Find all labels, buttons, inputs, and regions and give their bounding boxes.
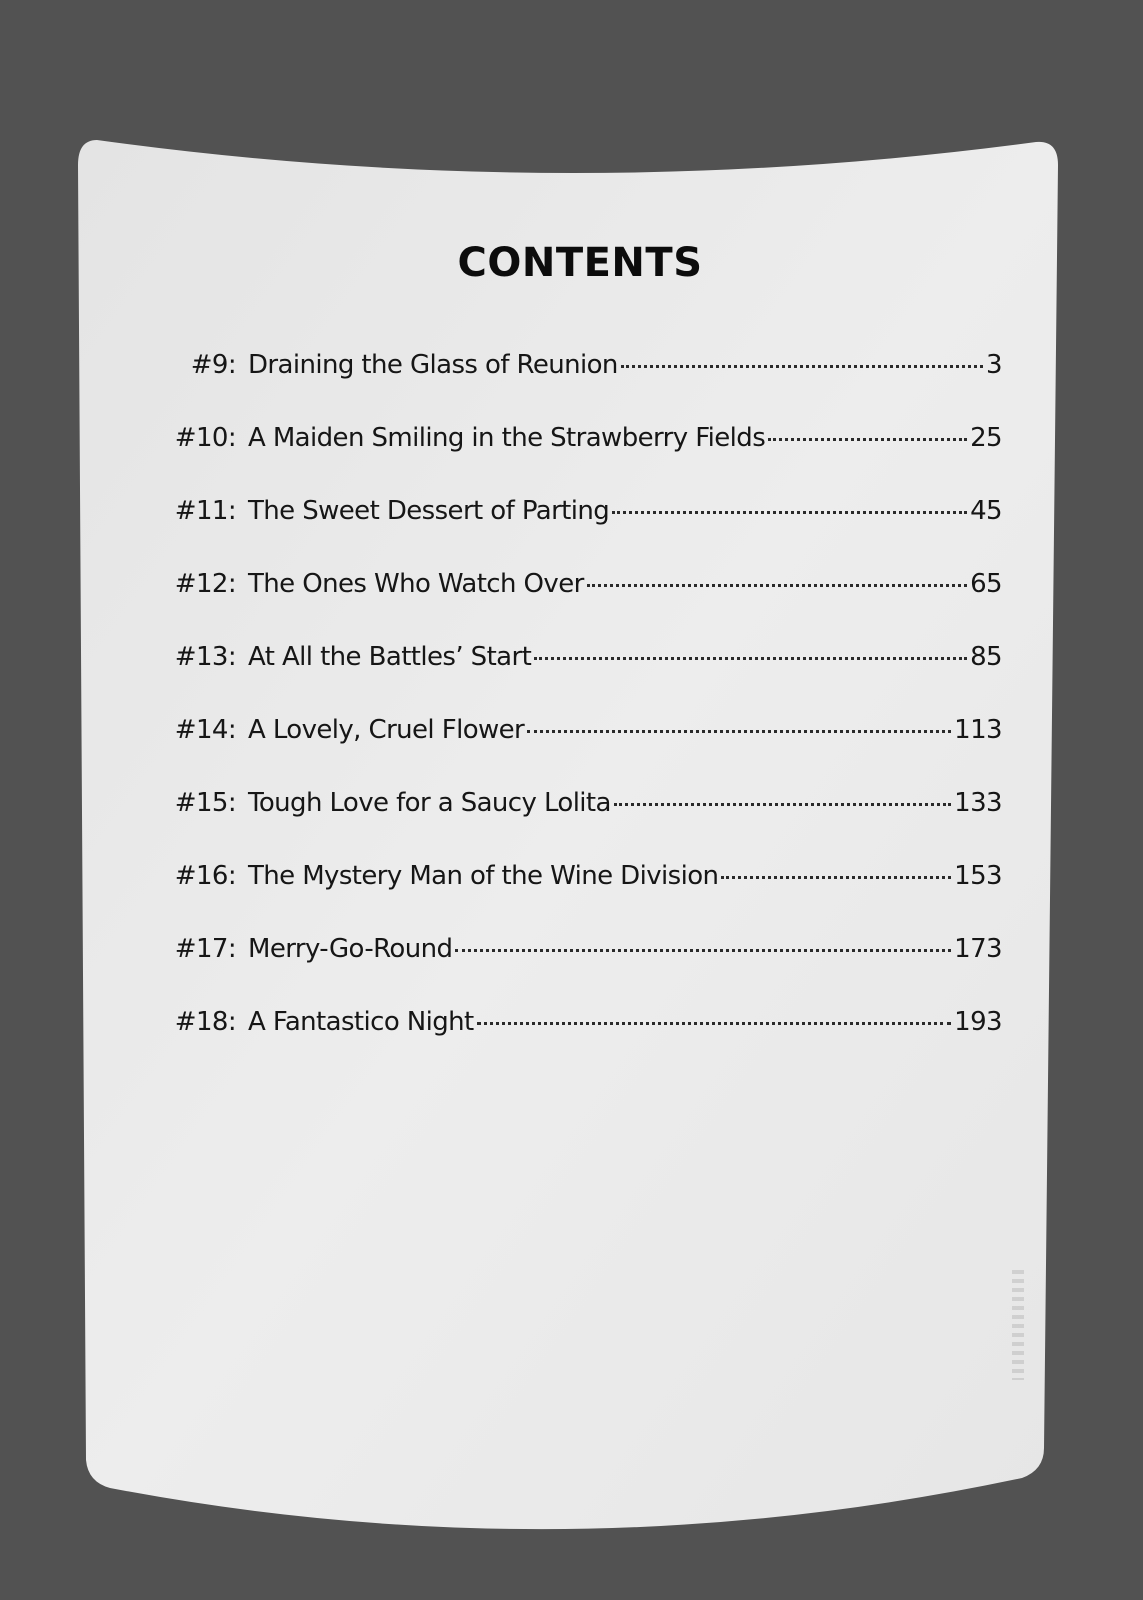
chapter-number: #10: — [174, 423, 236, 453]
chapter-title: A Maiden Smiling in the Strawberry Fields — [248, 423, 766, 453]
dot-leader — [477, 1022, 952, 1025]
page-number: 85 — [970, 642, 1002, 672]
dot-leader — [621, 365, 983, 368]
toc-entry — [170, 715, 1002, 788]
chapter-title: The Mystery Man of the Wine Division — [248, 861, 719, 891]
dot-leader — [612, 511, 967, 514]
page-number: 113 — [954, 715, 1002, 745]
chapter-number: #9: — [190, 350, 236, 380]
chapter-number: #13: — [174, 642, 236, 672]
chapter-title: A Fantastico Night — [248, 1007, 474, 1037]
toc-entry — [170, 788, 1002, 861]
chapter-title: Merry-Go-Round — [248, 934, 453, 964]
chapter-title: The Ones Who Watch Over — [248, 569, 584, 599]
page-title: CONTENTS — [457, 240, 703, 286]
dot-leader — [614, 803, 951, 806]
chapter-title: At All the Battles’ Start — [248, 642, 532, 672]
dot-leader — [534, 657, 967, 660]
chapter-title: Draining the Glass of Reunion — [248, 350, 618, 380]
page-number: 193 — [954, 1007, 1002, 1037]
page-number: 45 — [970, 496, 1002, 526]
toc-entry — [170, 934, 1002, 1007]
dot-leader — [768, 438, 967, 441]
chapter-number: #17: — [174, 934, 236, 964]
margin-watermark — [1012, 1270, 1024, 1380]
table-of-contents — [170, 350, 1002, 1080]
page-number: 173 — [954, 934, 1002, 964]
toc-entry — [170, 861, 1002, 934]
dot-leader — [587, 584, 967, 587]
page-number: 65 — [970, 569, 1002, 599]
dot-leader — [527, 730, 951, 733]
chapter-title: A Lovely, Cruel Flower — [248, 715, 525, 745]
toc-entry — [170, 569, 1002, 642]
dot-leader — [721, 876, 951, 879]
page-number: 133 — [954, 788, 1002, 818]
page-number: 153 — [954, 861, 1002, 891]
chapter-number: #14: — [174, 715, 236, 745]
toc-entry — [170, 642, 1002, 715]
chapter-title: The Sweet Dessert of Parting — [248, 496, 610, 526]
toc-entry — [170, 1007, 1002, 1080]
chapter-number: #11: — [174, 496, 236, 526]
chapter-number: #16: — [174, 861, 236, 891]
chapter-title: Tough Love for a Saucy Lolita — [248, 788, 611, 818]
toc-entry — [170, 496, 1002, 569]
toc-entry — [170, 350, 1002, 423]
chapter-number: #12: — [174, 569, 236, 599]
chapter-number: #18: — [174, 1007, 236, 1037]
dot-leader — [455, 949, 951, 952]
page-number: 25 — [970, 423, 1002, 453]
chapter-number: #15: — [174, 788, 236, 818]
page-number: 3 — [986, 350, 1002, 380]
toc-entry — [170, 423, 1002, 496]
